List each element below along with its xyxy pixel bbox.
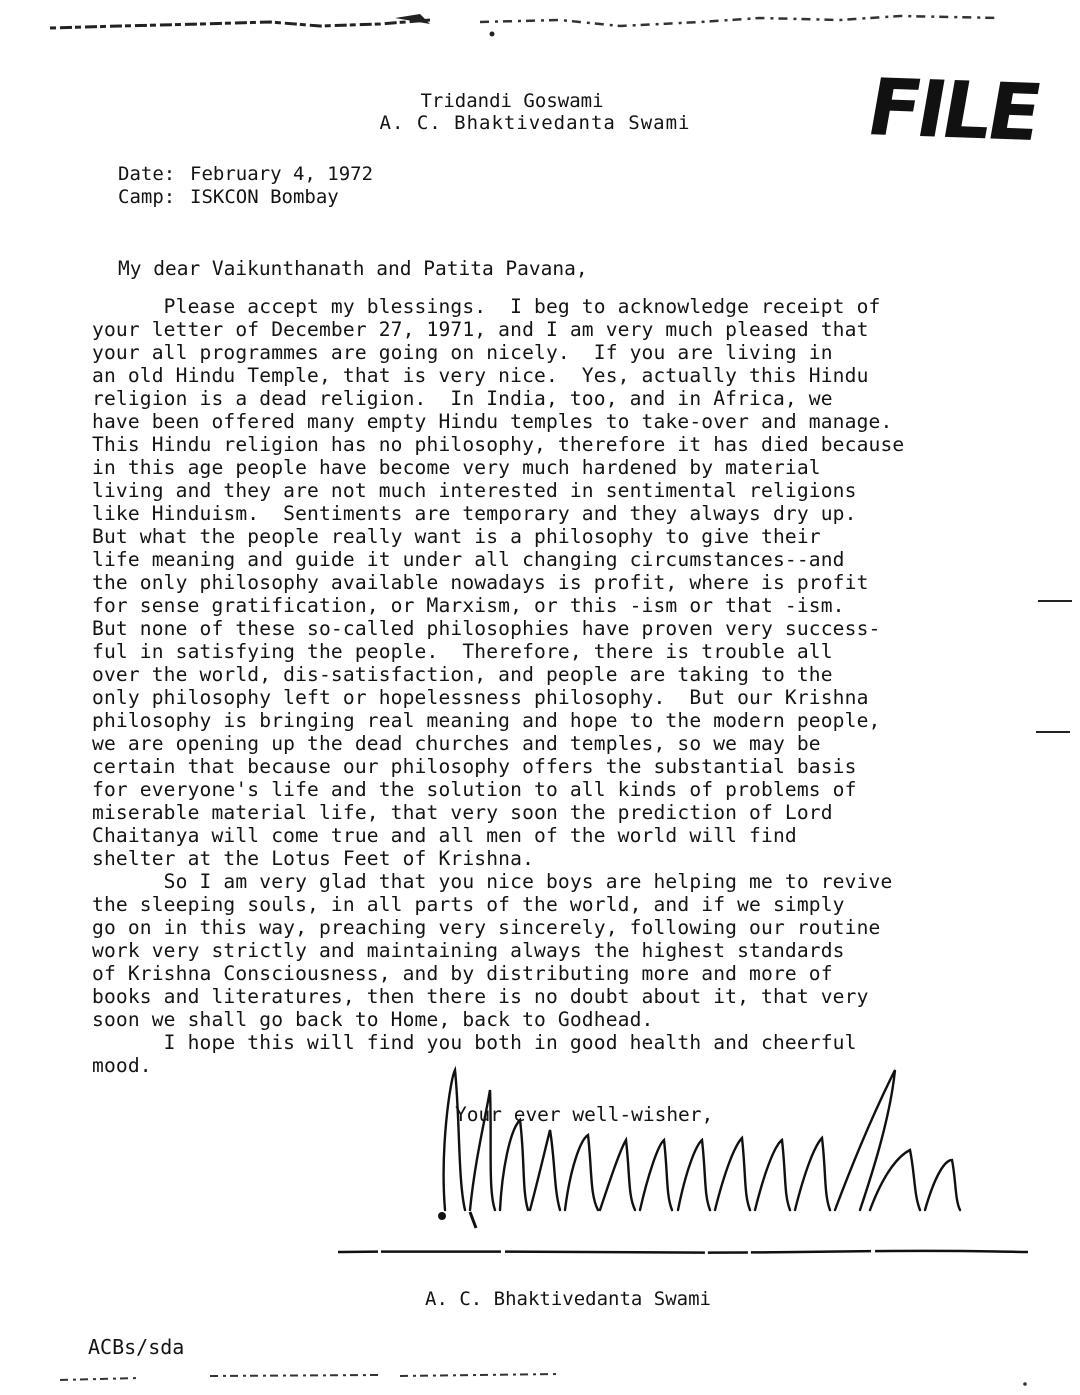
letterhead-title: Tridandi Goswami	[420, 90, 604, 112]
body-line: living and they are not much interested in sentimental religions	[92, 479, 857, 502]
letter-meta	[118, 163, 373, 209]
signature-line	[338, 1246, 1028, 1258]
photocopy-noise-top	[0, 0, 1080, 40]
body-line: in this age people have become very much hardened by material	[92, 456, 821, 479]
margin-mark	[1036, 731, 1070, 733]
body-line: soon we shall go back to Home, back to Godhead.	[92, 1008, 654, 1031]
closing: Your ever well-wisher,	[455, 1103, 714, 1126]
letterhead	[0, 90, 1080, 134]
body-line: the sleeping souls, in all parts of the world, and if we simply	[92, 893, 845, 916]
date-row	[118, 163, 373, 186]
body-line: certain that because our philosophy offers the substantial basis	[92, 755, 857, 778]
body-line: work very strictly and maintaining always the highest standards	[92, 939, 845, 962]
body-line: But none of these so-called philosophies have proven very success-	[92, 617, 881, 640]
salutation: My dear Vaikunthanath and Patita Pavana,	[118, 257, 588, 280]
handwritten-signature	[430, 1060, 990, 1230]
body-line: an old Hindu Temple, that is very nice. Yes, actually this Hindu	[92, 364, 869, 387]
letter-body	[92, 295, 1032, 1077]
body-line: miserable material life, that very soon the prediction of Lord	[92, 801, 833, 824]
margin-mark	[1038, 600, 1072, 602]
body-line: of Krishna Consciousness, and by distributing more and more of	[92, 962, 833, 985]
body-line: shelter at the Lotus Feet of Krishna.	[92, 847, 535, 870]
body-line: have been offered many empty Hindu temples to take-over and manage.	[92, 410, 893, 433]
body-line: philosophy is bringing real meaning and hope to the modern people,	[92, 709, 881, 732]
body-line: Please accept my blessings. I beg to acknowledge receipt of	[92, 295, 881, 318]
photocopy-noise-bottom	[0, 1360, 1080, 1395]
body-line: for everyone's life and the solution to all kinds of problems of	[92, 778, 857, 801]
date-value: February 4, 1972	[190, 163, 374, 185]
body-line: over the world, dis-satisfaction, and people are taking to the	[92, 663, 833, 686]
body-line: your letter of December 27, 1971, and I am very much pleased that	[92, 318, 869, 341]
body-line: only philosophy left or hopelessness philosophy. But our Krishna	[92, 686, 869, 709]
reference-initials: ACBs/sda	[88, 1335, 185, 1359]
body-line: life meaning and guide it under all changing circumstances--and	[92, 548, 845, 571]
body-line: your all programmes are going on nicely. If you are living in	[92, 341, 833, 364]
signer-name: A. C. Bhaktivedanta Swami	[425, 1288, 711, 1310]
camp-row	[118, 186, 373, 209]
body-line: This Hindu religion has no philosophy, therefore it has died because	[92, 433, 905, 456]
body-line: for sense gratification, or Marxism, or this -ism or that -ism.	[92, 594, 845, 617]
body-line: So I am very glad that you nice boys are helping me to revive	[92, 870, 893, 893]
body-line: ful in satisfying the people. Therefore, there is trouble all	[92, 640, 833, 663]
file-stamp: FILE	[860, 63, 1045, 159]
body-line: books and literatures, then there is no doubt about it, that very	[92, 985, 869, 1008]
body-line: But what the people really want is a philosophy to give their	[92, 525, 821, 548]
body-line: go on in this way, preaching very sincerely, following our routine	[92, 916, 881, 939]
body-line: mood.	[92, 1054, 152, 1077]
letterhead-name: A. C. Bhaktivedanta Swami	[379, 112, 691, 134]
body-line: religion is a dead religion. In India, too, and in Africa, we	[92, 387, 833, 410]
body-line: we are opening up the dead churches and temples, so we may be	[92, 732, 821, 755]
camp-value: ISKCON Bombay	[190, 186, 339, 208]
body-line: Chaitanya will come true and all men of the world will find	[92, 824, 797, 847]
body-line: I hope this will find you both in good health and cheerful	[92, 1031, 857, 1054]
body-line: the only philosophy available nowadays is profit, where is profit	[92, 571, 869, 594]
body-line: like Hinduism. Sentiments are temporary and they always dry up.	[92, 502, 857, 525]
date-label: Date:	[118, 163, 176, 185]
camp-label: Camp:	[118, 186, 176, 208]
